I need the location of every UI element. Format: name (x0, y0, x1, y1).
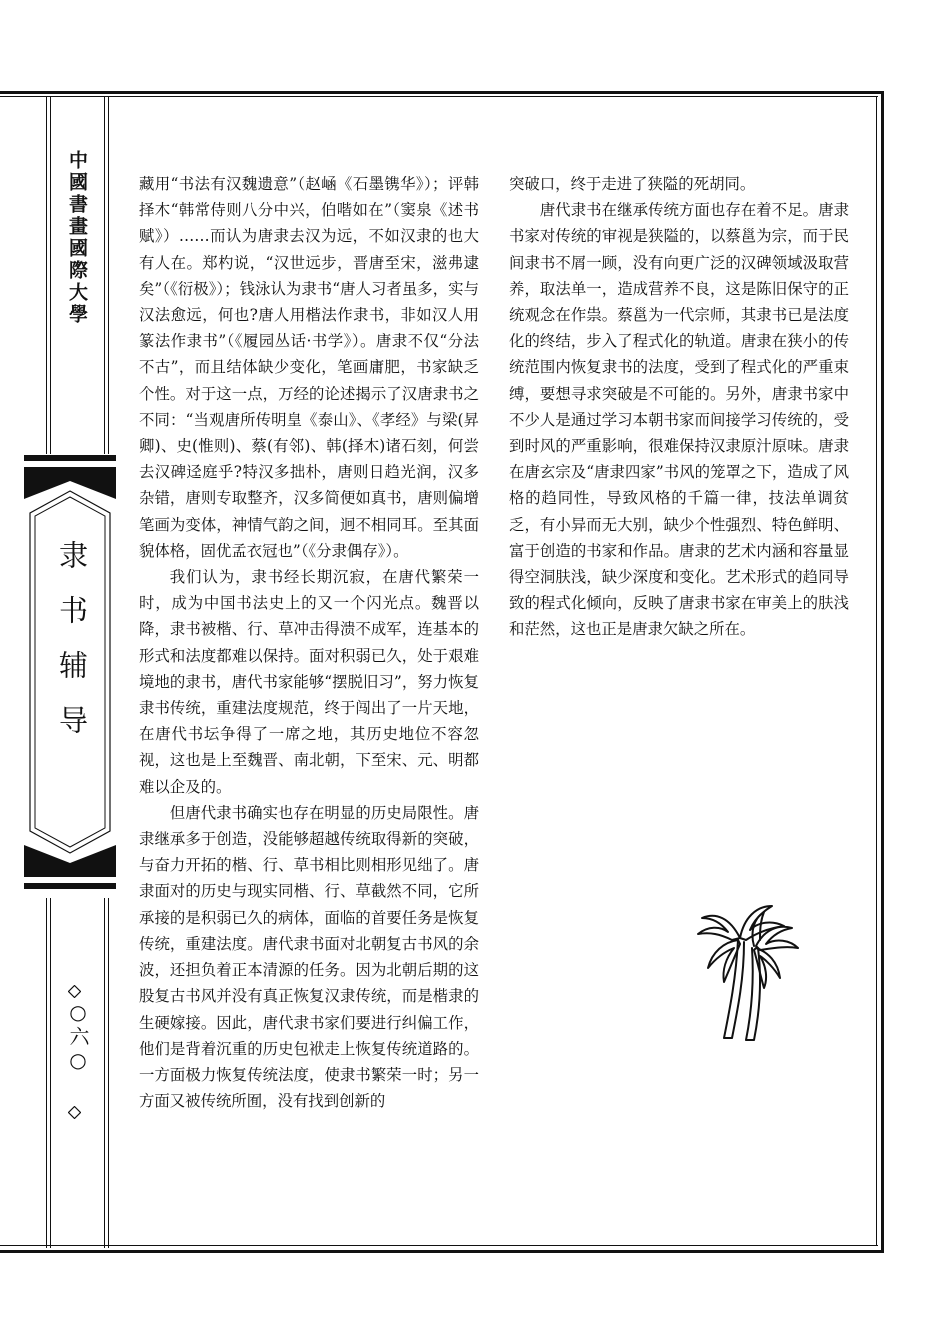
paragraph: 突破口，终于走进了狭隘的死胡同。 (509, 175, 756, 193)
sidebar-rule-right-top-inner (108, 96, 109, 454)
sidebar-rule-left-top-inner (50, 96, 51, 454)
paragraph: 我们认为，隶书经长期沉寂，在唐代繁荣一时，成为中国书法史上的又一个闪光点。魏晋以降，隶书被楷、行、草冲击得溃不成军，连基本的形式和法度都难以保持。面对积弱已久，处于艰难境地的隶书，唐代书家能够“摆脱旧习”，努力恢复隶书传统，重建法度规范，终于闯出了一片天地，在唐代书坛争得了一席之地，其历史地位不容忽视，这也是上至魏晋、南北朝，下至宋、元、明都难以企及的。 (139, 568, 479, 796)
sidebar-rule-right-bottom-inner (108, 898, 109, 1248)
frame-bottom-inner-rule (0, 1245, 878, 1246)
text-column-left (139, 171, 479, 1114)
text-column-right (509, 171, 849, 643)
frame-right-rule (881, 91, 884, 1253)
sidebar-rule-right-bottom (104, 898, 105, 1248)
sidebar-rule-left-bottom (46, 898, 47, 1248)
frame-top-inner-rule (0, 96, 878, 97)
paragraph: 藏用“书法有汉魏遗意”（赵崡《石墨镌华》）；评韩择木“韩常侍则八分中兴，伯喈如在”（窦泉《述书赋》）……而认为唐隶去汉为远，不如汉隶的也大有人在。郑杓说，“汉世远步，晋唐至宋，滋弗逮矣”（《衍极》）；钱泳认为隶书“唐人习者虽多，实与汉法愈远，何也?唐人用楷法作隶书，非如汉人用篆法作隶书”（《履园丛话·书学》）。唐隶不仅“分法不古”，而且结体缺少变化，笔画庸肥，书家缺乏个性。对于这一点，万经的论述揭示了汉唐隶书之不同：“当观唐所传明皇《泰山》、《孝经》与梁(昇卿)、史(惟则)、蔡(有邻)、韩(择木)诸石刻，何尝去汉碑迳庭乎?特汉多拙朴，唐则日趋光润，汉多杂错，唐则专取整齐，汉多简便如真书，唐则偏增笔画为变体，神情气韵之间，迥不相同耳。至其面貌体格，固优孟衣冠也”（《分隶偶存》）。 (139, 175, 479, 560)
series-title: 中國書畫國際大學 (66, 150, 88, 326)
diamond-ornament-top-icon (68, 985, 81, 998)
frame-top-rule (0, 91, 884, 94)
palm-tree-icon (680, 888, 810, 1048)
page-number: ○六○ (66, 1000, 90, 1074)
sidebar-rule-right-top (104, 96, 105, 454)
sidebar-rule-left-bottom-inner (50, 898, 51, 1248)
sidebar-rule-left-top (46, 96, 47, 454)
paragraph: 但唐代隶书确实也存在明显的历史局限性。唐隶继承多于创造，没能够超越传统取得新的突破，与奋力开拓的楷、行、草书相比则相形见绌了。唐隶面对的历史与现实同楷、行、草截然不同，它所承接的是积弱已久的病体，面临的首要任务是恢复传统，重建法度。唐代隶书面对北朝复古书风的余波，还担负着正本清源的任务。因为北朝后期的这股复古书风并没有真正恢复汉隶传统，而是楷隶的生硬嫁接。因此，唐代隶书家们要进行纠偏工作，他们是背着沉重的历史包袱走上恢复传统道路的。一方面极力恢复传统法度，使隶书繁荣一时；另一方面又被传统所囿，没有找到创新的 (139, 803, 479, 1111)
section-title: 隶书辅导 (55, 540, 89, 760)
frame-bottom-rule (0, 1250, 884, 1253)
diamond-ornament-bottom-icon (68, 1106, 81, 1119)
frame-right-inner-rule (876, 96, 877, 1246)
paragraph: 唐代隶书在继承传统方面也存在着不足。唐隶书家对传统的审视是狭隘的，以蔡邕为宗，而于民间隶书不屑一顾，没有向更广泛的汉碑领域汲取营养，取法单一，造成营养不良，这是陈旧保守的正统观念在作祟。蔡邕为一代宗师，其隶书已是法度化的终结，步入了程式化的轨道。唐隶在狭小的传统范围内恢复隶书的法度，受到了程式化的严重束缚，要想寻求突破是不可能的。另外，唐隶书家中不少人是通过学习本朝书家而间接学习传统的，受到时风的严重影响，很难保持汉隶原汁原味。唐隶在唐玄宗及“唐隶四家”书风的笼罩之下，造成了风格的趋同性，导致风格的千篇一律，技法单调贫乏，有小异而无大别，缺少个性强烈、特色鲜明、富于创造的书家和作品。唐隶的艺术内涵和容量显得空洞肤浅，缺少深度和变化。艺术形式的趋同导致的程式化倾向，反映了唐隶书家在审美上的肤浅和茫然，这也正是唐隶欠缺之所在。 (509, 201, 849, 639)
